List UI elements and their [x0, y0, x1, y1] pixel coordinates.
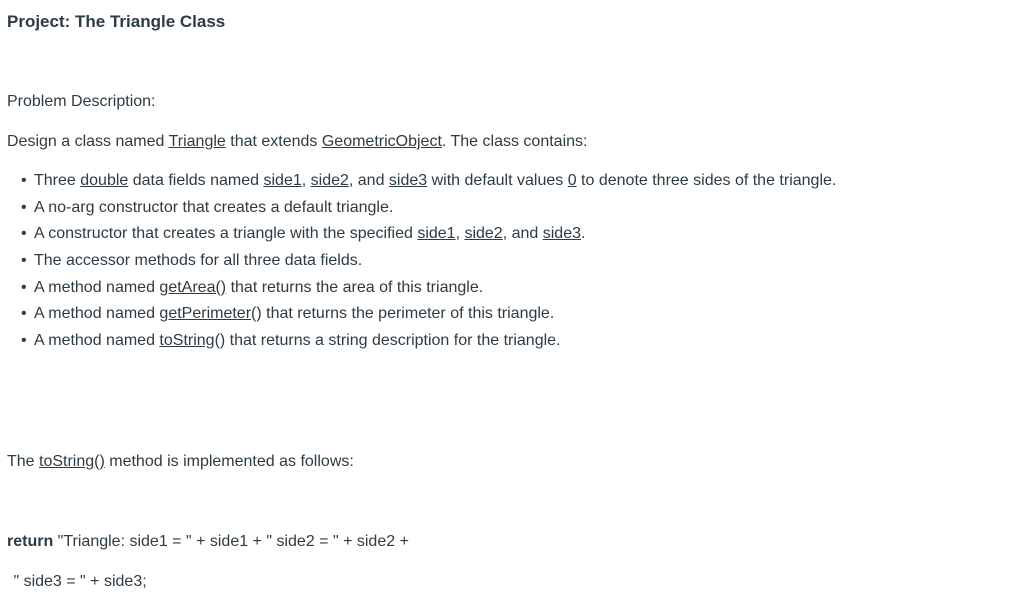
problem-heading: Problem Description: [7, 93, 156, 110]
intro-text-1: Design a class named [7, 133, 169, 150]
requirements-list [7, 170, 836, 357]
method-tostring: toString [159, 332, 215, 350]
text-segment: with default values [427, 172, 568, 189]
type-double: double [80, 172, 129, 189]
bullet-icon: • [21, 278, 27, 296]
list-item [7, 303, 836, 330]
text-segment: A no-arg constructor that creates a default triangle. [34, 198, 394, 216]
text-segment: data fields named [128, 172, 264, 189]
text-segment: () that returns a string description for the triangle. [214, 332, 561, 350]
field-side3: side3 [388, 172, 428, 189]
list-item [7, 170, 836, 197]
method-getperimeter: getPerimeter [159, 305, 252, 323]
text-segment: A method named [34, 305, 160, 323]
bullet-icon: • [21, 225, 27, 243]
text-segment: Three [34, 172, 81, 189]
intro-text-2: that extends [225, 133, 322, 150]
code-line-1 [7, 531, 409, 553]
parent-class-name: GeometricObject [321, 133, 442, 150]
default-value-zero: 0 [567, 172, 577, 189]
bullet-icon: • [21, 332, 27, 350]
field-side2: side2 [310, 172, 349, 189]
method-getarea: getArea() [159, 278, 227, 296]
code-text: "Triangle: side1 = " + side1 + " side2 = " + side2 + [53, 533, 409, 550]
list-item [7, 277, 836, 304]
page-title: Project: The Triangle Class [7, 12, 226, 31]
text-segment: , [455, 225, 465, 243]
text-segment: that returns the area of this triangle. [226, 278, 484, 296]
field-side1: side1 [263, 172, 302, 189]
method-tostring: toString() [39, 453, 105, 470]
text-segment: () that returns the perimeter of this triangle. [251, 305, 555, 323]
field-side1: side1 [417, 225, 456, 243]
intro-paragraph [7, 131, 587, 153]
text-segment: A method named [34, 278, 160, 296]
class-name-triangle: Triangle [168, 133, 226, 150]
list-item [7, 223, 836, 250]
text-segment: A method named [34, 332, 160, 350]
field-side2: side2 [464, 225, 503, 243]
tostring-note [7, 451, 354, 473]
text-segment: to denote three sides of the triangle. [576, 172, 837, 189]
text-segment: The accessor methods for all three data fields. [34, 252, 363, 270]
bullet-icon: • [21, 252, 27, 270]
list-item [7, 250, 836, 277]
text-segment: method is implemented as follows: [104, 453, 354, 470]
text-segment: , [301, 172, 311, 189]
intro-text-3: . The class contains: [441, 133, 588, 150]
text-segment: A constructor that creates a triangle with the specified [34, 225, 418, 243]
text-segment: , and [502, 225, 543, 243]
list-item [7, 330, 836, 357]
return-keyword: return [7, 533, 54, 550]
text-segment: , and [348, 172, 389, 189]
bullet-icon: • [21, 198, 27, 216]
text-segment: . [580, 225, 586, 243]
code-line-2: " side3 = " + side3; [9, 573, 147, 590]
list-item [7, 197, 836, 224]
bullet-icon: • [21, 305, 27, 323]
text-segment: The [7, 453, 40, 470]
bullet-icon: • [21, 172, 27, 189]
field-side3: side3 [542, 225, 581, 243]
